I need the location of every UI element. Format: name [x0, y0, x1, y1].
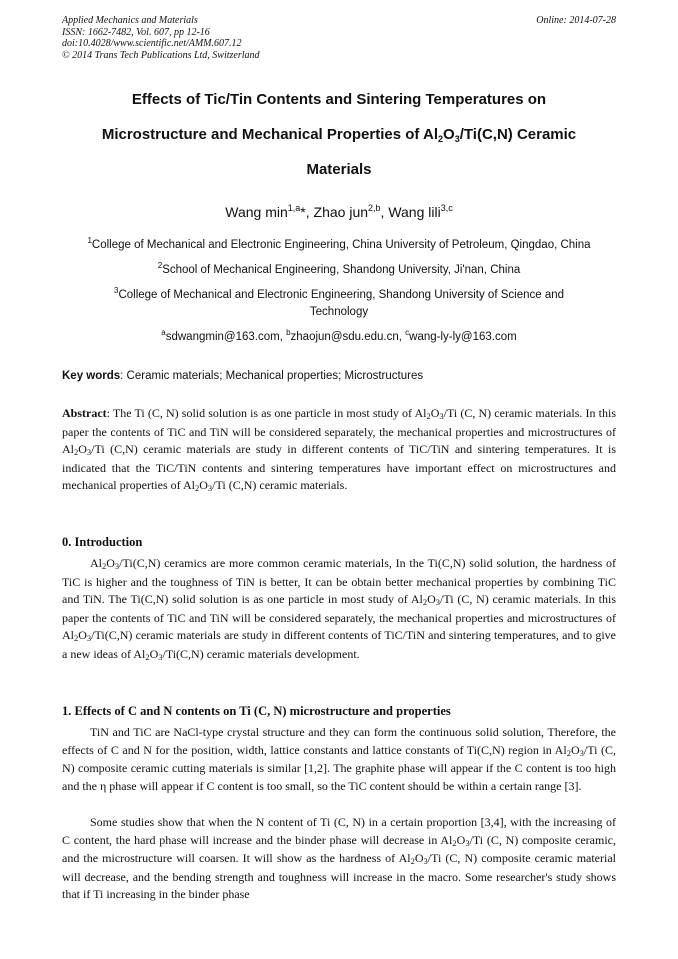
- body-text: O: [427, 592, 436, 607]
- subscript: 3: [114, 561, 120, 571]
- title-text: Microstructure and Mechanical Properties of Al: [101, 126, 439, 143]
- affiliation-number: 3: [113, 286, 119, 295]
- subscript: 2: [426, 411, 431, 421]
- keywords-text: : Ceramic materials; Mechanical properties; Microstructures: [120, 370, 424, 382]
- subscript: 2: [145, 651, 150, 662]
- affiliation-text: School of Mechanical Engineering, Shandong University, Ji'nan, China: [162, 264, 521, 276]
- subscript: 2: [422, 597, 428, 608]
- abstract-text: /Ti (C,N) ceramic materials are study in different contents of TiC/TiN and sintering temperatures. It is indicated that the TiC/TiN contents and sintering temperatures have important effect on microstructures and mechanical properties of Al: [62, 442, 616, 493]
- affiliation-mark: 1,a: [287, 203, 301, 213]
- body-text: O: [570, 742, 580, 757]
- subscript: 3: [435, 597, 441, 608]
- abstract: [62, 405, 616, 496]
- subscript: 3: [423, 856, 428, 867]
- subscript: 3: [207, 483, 213, 494]
- subscript: 3: [158, 651, 163, 662]
- separator: ,: [305, 204, 314, 220]
- journal-name: Applied Mechanics and Materials: [62, 15, 198, 26]
- title-line-1: Effects of Tic/Tin Contents and Sintering Temperatures on: [131, 91, 547, 108]
- title-text: O: [443, 126, 455, 143]
- body-text: O: [106, 556, 115, 570]
- body-text: /Ti (C, N) composite ceramic cutting materials is similar [1,2]. The graphite phase will appear if the C content is too high and the η phase will appear if C content is too small, so the TiC content should be within a certain range [3].: [62, 742, 616, 793]
- email-address: wang-ly-ly@163.com: [409, 331, 517, 343]
- subscript: 2: [74, 633, 79, 644]
- email-address: sdwangmin@163.com,: [165, 331, 287, 343]
- subscript: 2: [74, 447, 79, 458]
- body-text: Al: [90, 556, 102, 570]
- body-text: O: [414, 851, 424, 866]
- section-heading-introduction: 0. Introduction: [62, 535, 143, 549]
- email-mark: b: [286, 328, 291, 337]
- separator: ,: [380, 204, 389, 220]
- subscript: 3: [454, 134, 460, 144]
- body-text: /Ti(C,N) ceramics are more common ceramic materials, In the Ti(C,N) solid solution, the hardness of TiC is higher and the toughness of TiN is better, It can be obtain better mechanical properties by combining TiC and TiN. The Ti(C,N) solid solution is as one particle in most study of Al: [62, 556, 616, 607]
- subscript: 3: [86, 633, 92, 644]
- email-address: zhaojun@sdu.edu.cn,: [290, 331, 406, 343]
- body-text: /Ti(C,N) ceramic materials development.: [162, 646, 360, 661]
- online-date: Online: 2014-07-28: [536, 15, 616, 26]
- corresponding-mark: *: [300, 204, 306, 220]
- subscript: 2: [102, 561, 107, 571]
- journal-header: [62, 15, 260, 61]
- author-name: Wang lili: [388, 204, 441, 220]
- keywords: [62, 368, 616, 384]
- doi-line: doi:10.4028/www.scientific.net/AMM.607.12: [62, 38, 242, 49]
- affiliation-number: 2: [157, 261, 163, 270]
- affiliation-2: [62, 262, 616, 279]
- body-text: Some studies show that when the N content of Ti (C, N) in a certain proportion [3,4], with the increasing of C content, the hard phase will increase and the binder phase will decrease in Al: [62, 815, 616, 847]
- body-text: O: [456, 832, 466, 847]
- affiliation-text: College of Mechanical and Electronic Engineering, Shandong University of Science and: [118, 289, 565, 301]
- abstract-text: : The Ti (C, N) solid solution is as one particle in most study of Al: [106, 406, 427, 420]
- subscript: 2: [194, 483, 200, 494]
- affiliation-text: College of Mechanical and Electronic Engineering, China University of Petroleum, Qingdao, China: [91, 239, 591, 251]
- affiliation-mark: 3,c: [440, 203, 453, 213]
- issn-line: ISSN: 1662-7482, Vol. 607, pp 12-16: [62, 26, 210, 38]
- affiliation-number: 1: [87, 236, 92, 245]
- body-text: /Ti(C,N) ceramic materials are study in different contents of TiC/TiN and sintering temperatures, and to give a new ideas of Al: [62, 628, 616, 661]
- body-text: /Ti (C, N) composite ceramic material will decrease, and the bending strength and toughness will increase in the macro. Some researcher's study shows that if Ti increasing in the binder phase: [62, 851, 617, 902]
- subscript: 3: [86, 447, 92, 458]
- section-heading-1: 1. Effects of C and N contents on Ti (C, N) microstructure and properties: [62, 704, 451, 718]
- email-mark: c: [405, 328, 410, 337]
- author-name: Zhao jun: [313, 204, 369, 220]
- author-name: Wang min: [225, 204, 288, 220]
- copyright-line: © 2014 Trans Tech Publications Ltd, Switzerland: [62, 49, 260, 61]
- subscript: 2: [566, 747, 571, 758]
- affiliation-text: Technology: [309, 306, 369, 318]
- affiliation-mark: 2,b: [368, 203, 381, 213]
- introduction-paragraph: [62, 555, 616, 665]
- body-text: /Ti (C, N) composite ceramic, and the microstructure will coarsen. It will show as the hardness of Al: [62, 832, 617, 866]
- subscript: 3: [579, 747, 584, 758]
- body-text: O: [78, 628, 87, 643]
- title-line-2: [62, 126, 616, 145]
- affiliation-3: [62, 287, 616, 321]
- subscript: 2: [438, 134, 444, 144]
- abstract-text: O: [78, 442, 87, 457]
- keywords-label: Key words: [62, 370, 121, 382]
- section1-paragraph-1: [62, 724, 616, 795]
- abstract-text: /Ti (C, N) ceramic materials. In this paper the contents of TiC and TiN will be considered separately, the mechanical properties and microstructures of Al: [62, 406, 616, 457]
- abstract-text: /Ti (C,N) ceramic materials.: [212, 478, 348, 493]
- body-text: O: [149, 646, 159, 661]
- email-list: [62, 329, 616, 346]
- title-line-3: Materials: [306, 161, 372, 178]
- abstract-text: O: [199, 478, 208, 493]
- abstract-label: Abstract: [62, 406, 107, 420]
- body-text: /Ti (C, N) ceramic materials. In this paper the contents of TiC and TiN will be considered separately, the mechanical properties and microstructures of Al: [62, 592, 617, 643]
- body-text: TiN and TiC are NaCl-type crystal structure and they can form the continuous solid solution, Therefore, the effects of C and N for the position, width, lattice constants and lattice constants of Ti(C,N) region in Al: [62, 725, 616, 757]
- section1-paragraph-2: [62, 814, 616, 904]
- affiliation-1: [62, 237, 616, 254]
- abstract-text: O: [430, 406, 440, 420]
- subscript: 2: [452, 837, 457, 848]
- author-list: [62, 203, 616, 223]
- email-mark: a: [161, 328, 166, 337]
- subscript: 2: [410, 856, 415, 867]
- subscript: 3: [439, 411, 444, 421]
- subscript: 3: [465, 837, 470, 848]
- title-text: /Ti(C,N) Ceramic: [459, 126, 577, 143]
